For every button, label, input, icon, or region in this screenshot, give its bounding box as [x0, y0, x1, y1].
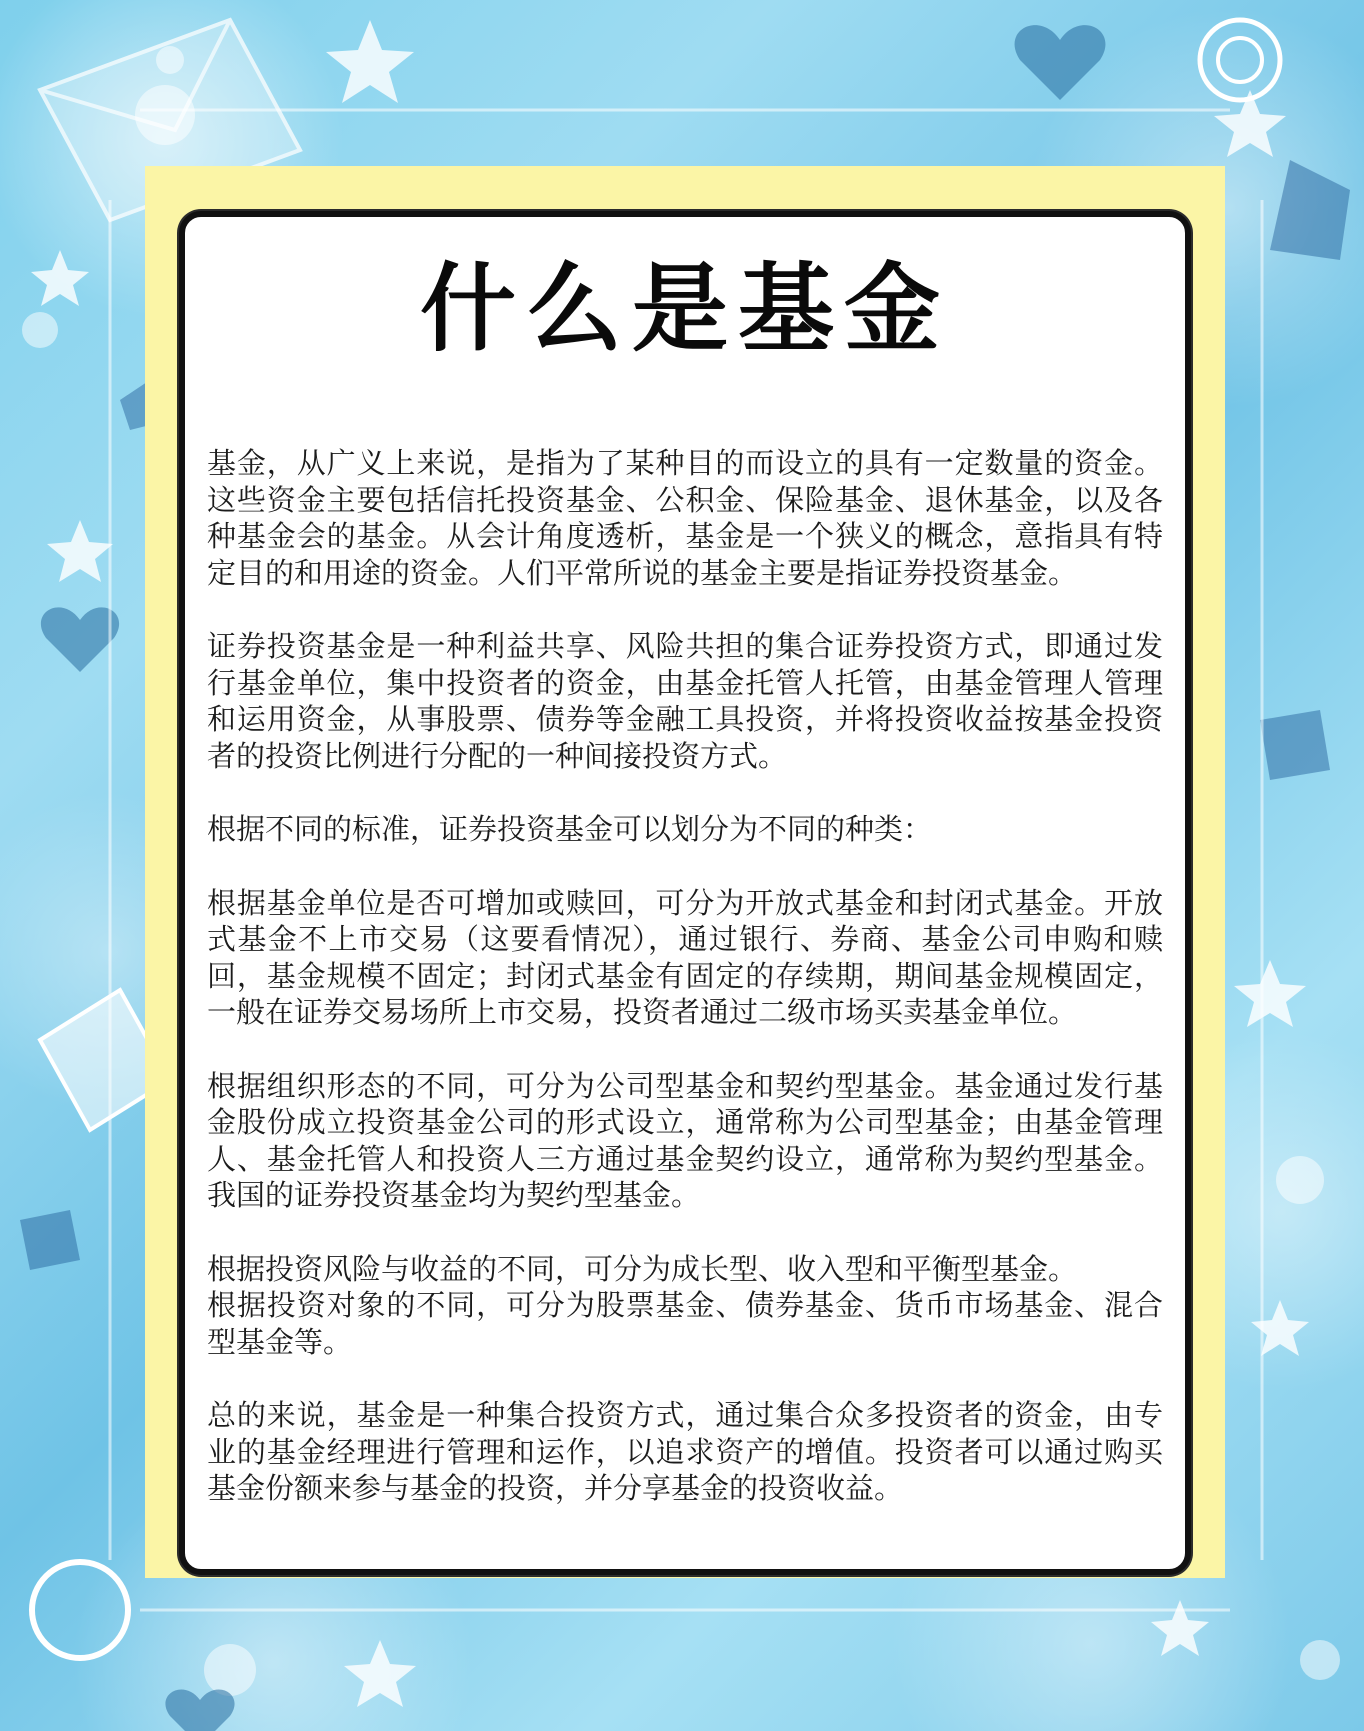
- paragraph: 总的来说，基金是一种集合投资方式，通过集合众多投资者的资金，由专业的基金经理进行管理和运作，以追求资产的增值。投资者可以通过购买基金份额来参与基金的投资，并分享基金的投资收益。: [207, 1398, 1163, 1505]
- article-body: [207, 445, 1163, 1507]
- paragraph: 根据组织形态的不同，可分为公司型基金和契约型基金。基金通过发行基金股份成立投资基金公司的形式设立，通常称为公司型基金；由基金管理人、基金托管人和投资人三方通过基金契约设立，通常称为契约型基金。我国的证券投资基金均为契约型基金。: [207, 1068, 1163, 1212]
- paragraph: 根据基金单位是否可增加或赎回，可分为开放式基金和封闭式基金。开放式基金不上市交易（这要看情况），通过银行、券商、基金公司申购和赎回，基金规模不固定；封闭式基金有固定的存续期，期间基金规模固定，一般在证券交易场所上市交易，投资者通过二级市场买卖基金单位。: [207, 885, 1163, 1029]
- article-card: [179, 211, 1191, 1575]
- paragraph: 证券投资基金是一种利益共享、风险共担的集合证券投资方式，即通过发行基金单位，集中投资者的资金，由基金托管人托管，由基金管理人管理和运用资金，从事股票、债券等金融工具投资，并将投资收益按基金投资者的投资比例进行分配的一种间接投资方式。: [207, 629, 1163, 773]
- paragraph: 根据投资风险与收益的不同，可分为成长型、收入型和平衡型基金。 根据投资对象的不同，可分为股票基金、债券基金、货币市场基金、混合型基金等。: [207, 1251, 1163, 1359]
- page-title: 什么是基金: [420, 253, 950, 365]
- paragraph: 根据不同的标准，证券投资基金可以划分为不同的种类：: [207, 812, 933, 846]
- paragraph: 基金，从广义上来说，是指为了某种目的而设立的具有一定数量的资金。这些资金主要包括信托投资基金、公积金、保险基金、退休基金，以及各种基金会的基金。从会计角度透析，基金是一个狭义的概念，意指具有特定目的和用途的资金。人们平常所说的基金主要是指证券投资基金。: [207, 446, 1163, 590]
